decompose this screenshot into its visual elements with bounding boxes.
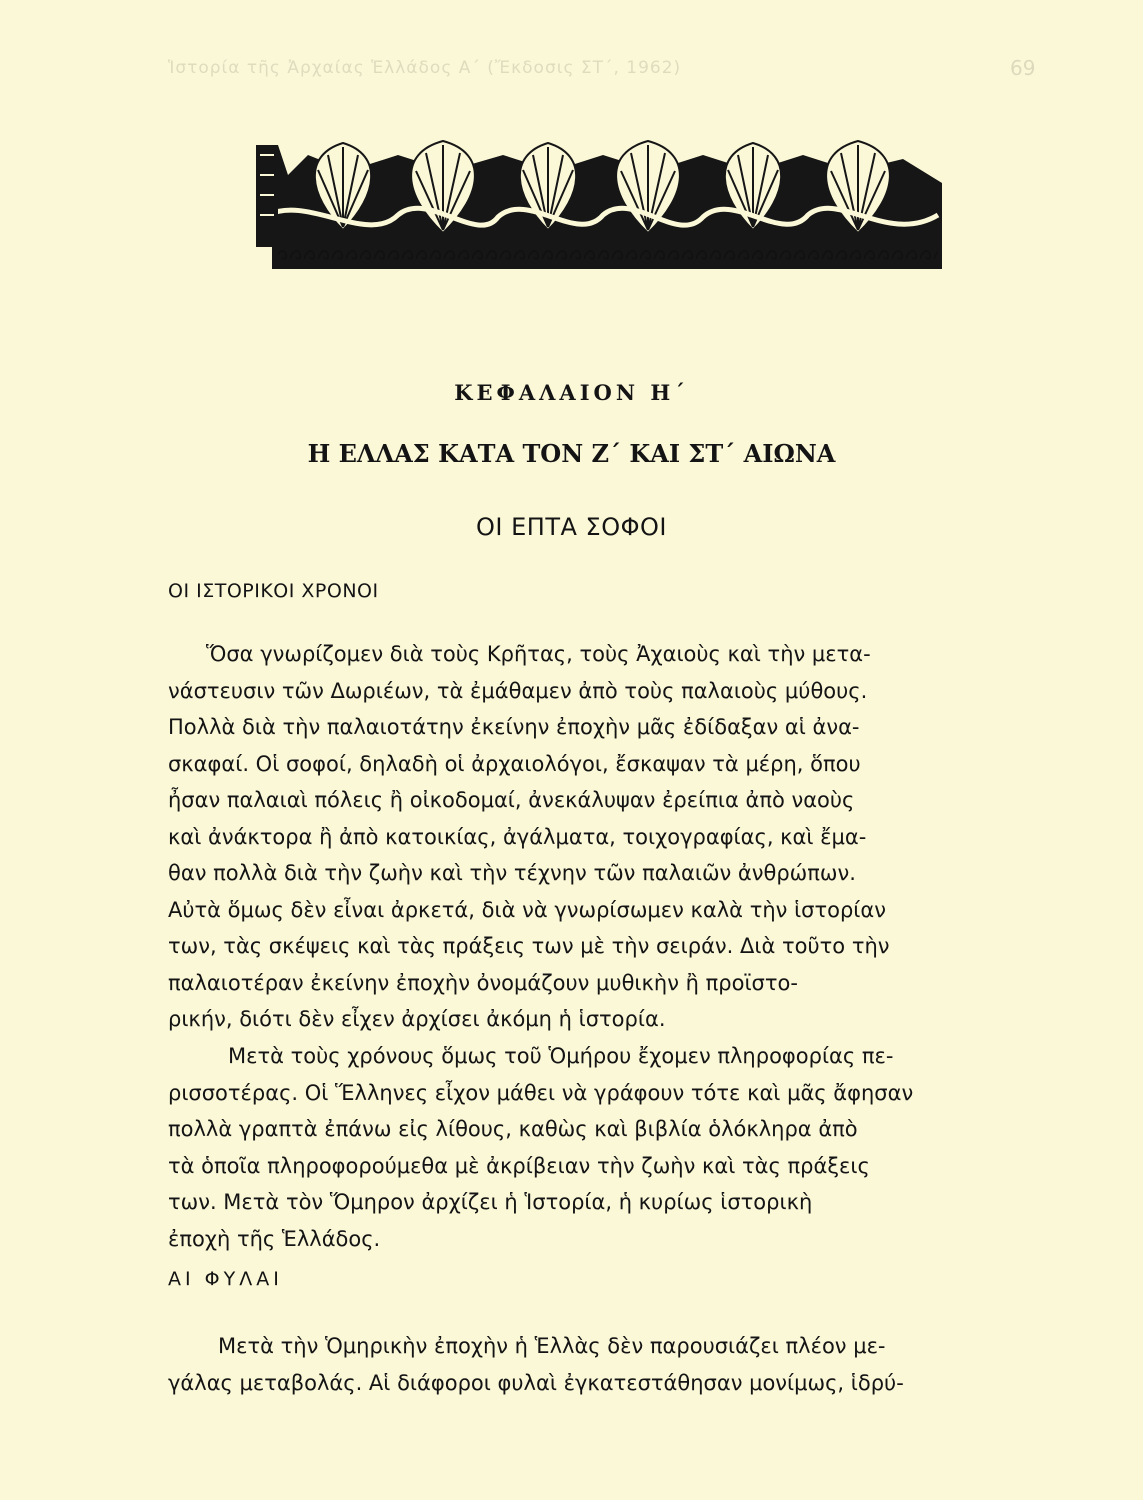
- chapter-title: Η ΕΛΛΑΣ ΚΑΤΑ ΤΟΝ Ζ΄ ΚΑΙ ΣΤ΄ ΑΙΩΝΑ: [307, 439, 836, 468]
- paragraph-tribes: [168, 1328, 1023, 1401]
- text-line: καὶ ἀνάκτορα ἢ ἀπὸ κατοικίας, ἀγάλματα, τοιχογραφίας, καὶ ἔμα-: [168, 824, 867, 849]
- text-line: τὰ ὁποῖα πληροφορούμεθα μὲ ἀκρίβειαν τὴν ζωὴν καὶ τὰς πράξεις: [168, 1153, 870, 1178]
- text-line: πολλὰ γραπτὰ ἐπάνω εἰς λίθους, καθὼς καὶ βιβλία ὁλόκληρα ἀπὸ: [168, 1117, 858, 1141]
- text-line: ἦσαν παλαιαὶ πόλεις ἢ οἰκοδομαί, ἀνεκάλυψαν ἐρείπια ἀπὸ ναοὺς: [168, 788, 855, 812]
- text-line: Μετὰ τὴν Ὁμηρικὴν ἐποχὴν ἡ Ἑλλὰς δὲν παρουσιάζει πλέον με-: [218, 1334, 886, 1358]
- text-line: Πολλὰ διὰ τὴν παλαιοτάτην ἐκείνην ἐποχὴν μᾶς ἐδίδαξαν αἱ ἀνα-: [168, 715, 860, 739]
- text-line: Μετὰ τοὺς χρόνους ὅμως τοῦ Ὁμήρου ἔχομεν πληροφορίας πε-: [228, 1044, 894, 1068]
- text-line: των. Μετὰ τὸν Ὅμηρον ἀρχίζει ἡ Ἱστορία, ἡ κυρίως ἱστορικὴ: [168, 1190, 813, 1214]
- text-line: Αὐτὰ ὅμως δὲν εἶναι ἀρκετά, διὰ νὰ γνωρίσωμεν καλὰ τὴν ἱστορίαν: [168, 897, 886, 922]
- text-line: ρικήν, διότι δὲν εἶχεν ἀρχίσει ἀκόμη ἡ ἱστορία.: [168, 1007, 666, 1031]
- section-title: ΟΙ ΕΠΤΑ ΣΟΦΟΙ: [476, 513, 667, 541]
- text-line: ρισσοτέρας. Οἱ Ἕλληνες εἶχον μάθει νὰ γράφουν τότε καὶ μᾶς ἄφησαν: [168, 1080, 914, 1105]
- palmette-ornament-band: [248, 135, 942, 273]
- subsection-heading-tribes: ΑΙ ΦΥΛΑΙ: [168, 1268, 283, 1290]
- text-line: νάστευσιν τῶν Δωριέων, τὰ ἐμάθαμεν ἀπὸ τοὺς παλαιοὺς μύθους.: [168, 678, 868, 703]
- subsection-heading-historical-times: ΟΙ ΙΣΤΟΡΙΚΟΙ ΧΡΟΝΟΙ: [168, 580, 379, 602]
- text-line: των, τὰς σκέψεις καὶ τὰς πράξεις των μὲ τὴν σειράν. Διὰ τοῦτο τὴν: [168, 934, 890, 958]
- paragraph-homeric-sources: [168, 1038, 1023, 1257]
- text-line: γάλας μεταβολάς. Αἱ διάφοροι φυλαὶ ἐγκατεστάθησαν μονίμως, ἱδρύ-: [168, 1370, 904, 1395]
- running-header-bleedthrough: Ἱστορία τῆς Ἀρχαίας Ἑλλάδος Α΄ (Ἔκδοσις ΣΤ΄, 1962): [168, 58, 682, 78]
- text-line: ἐποχὴ τῆς Ἑλλάδος.: [168, 1226, 381, 1251]
- text-line: Ὅσα γνωρίζομεν διὰ τοὺς Κρῆτας, τοὺς Ἀχαιοὺς καὶ τὴν μετα-: [206, 642, 871, 666]
- page-number-bleedthrough: 69: [1010, 56, 1036, 80]
- text-line: παλαιοτέραν ἐκείνην ἐποχὴν ὀνομάζουν μυθικὴν ἢ προϊστο-: [168, 970, 798, 995]
- paragraph-historical-times: [168, 636, 1023, 1038]
- text-line: θαν πολλὰ διὰ τὴν ζωὴν καὶ τὴν τέχνην τῶν παλαιῶν ἀνθρώπων.: [168, 861, 856, 885]
- text-line: σκαφαί. Οἱ σοφοί, δηλαδὴ οἱ ἀρχαιολόγοι, ἔσκαψαν τὰ μέρη, ὅπου: [168, 751, 861, 776]
- chapter-label: ΚΕΦΑΛΑΙΟΝ Η΄: [454, 380, 689, 405]
